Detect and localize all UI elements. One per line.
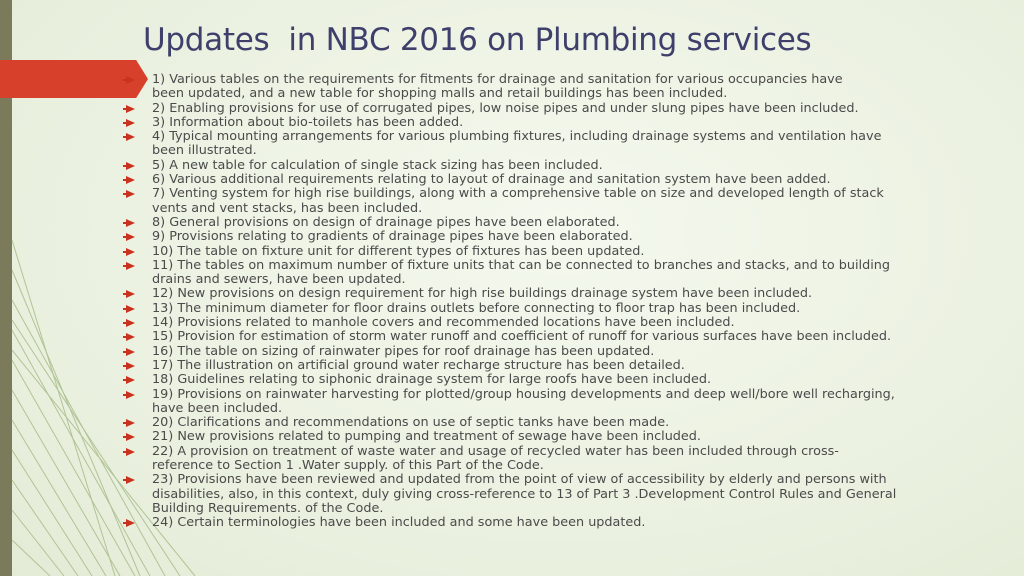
list-item-text: 5) A new table for calculation of single stack sizing has been included. — [152, 157, 603, 173]
arrow-bullet-icon — [126, 519, 135, 527]
list-item-text: 15) Provision for estimation of storm water runoff and coefficient of runoff for various surfaces have been included. — [152, 329, 892, 345]
arrow-bullet-icon — [126, 248, 135, 256]
update-list — [124, 73, 1004, 531]
list-item-text: Building Requirements. of the Code. — [152, 500, 384, 516]
page-title: Updates in NBC 2016 on Plumbing services — [143, 22, 812, 58]
list-item — [124, 445, 1004, 474]
list-item-text: 2) Enabling provisions for use of corrugated pipes, low noise pipes and under slung pipes have been included. — [152, 100, 859, 116]
list-item — [124, 430, 1004, 444]
list-item-text: 14) Provisions related to manhole covers and recommended locations have been included. — [152, 315, 735, 331]
arrow-bullet-icon — [126, 190, 135, 198]
list-item — [124, 373, 1004, 387]
list-item — [124, 516, 1004, 530]
arrow-bullet-icon — [126, 362, 135, 370]
list-item-text: 24) Certain terminologies have been included and some have been updated. — [152, 515, 646, 531]
list-item-text: 17) The illustration on artificial ground water recharge structure has been detailed. — [152, 357, 685, 373]
list-item — [124, 316, 1004, 330]
arrow-bullet-icon — [126, 419, 135, 427]
arrow-bullet-icon — [126, 319, 135, 327]
list-item — [124, 73, 1004, 102]
list-item-text: 22) A provision on treatment of waste water and usage of recycled water has been included through cross- — [152, 443, 839, 459]
arrow-bullet-icon — [126, 433, 135, 441]
list-item-text: 1) Various tables on the requirements for fitments for drainage and sanitation for various occupancies have — [152, 72, 843, 87]
list-item-text: 16) The table on sizing of rainwater pipes for roof drainage has been updated. — [152, 343, 655, 359]
list-item-text: 20) Clarifications and recommendations on use of septic tanks have been made. — [152, 415, 670, 431]
list-item-text: 12) New provisions on design requirement for high rise buildings drainage system have been included. — [152, 286, 813, 302]
list-item-text: 7) Venting system for high rise buildings, along with a comprehensive table on size and developed length of stack — [152, 186, 884, 202]
arrow-bullet-icon — [126, 162, 135, 170]
list-item — [124, 245, 1004, 259]
list-item-text: 8) General provisions on design of drainage pipes have been elaborated. — [152, 214, 620, 230]
list-item-text: drains and sewers, have been updated. — [152, 272, 406, 288]
list-item-text: been illustrated. — [152, 143, 257, 159]
list-item-text: 23) Provisions have been reviewed and updated from the point of view of accessibility by elderly and persons with — [152, 472, 887, 488]
list-item — [124, 259, 1004, 288]
arrow-bullet-icon — [126, 391, 135, 399]
list-item — [124, 345, 1004, 359]
arrow-bullet-icon — [126, 105, 135, 113]
list-item — [124, 302, 1004, 316]
list-item-text: reference to Section 1 .Water supply. of this Part of the Code. — [152, 458, 544, 474]
list-item-text: been updated, and a new table for shopping malls and retail buildings has been included. — [152, 86, 728, 102]
list-item-text: 21) New provisions related to pumping and treatment of sewage have been included. — [152, 429, 701, 445]
list-item — [124, 388, 1004, 417]
list-item — [124, 130, 1004, 159]
arrow-bullet-icon — [126, 376, 135, 384]
arrow-bullet-icon — [126, 476, 135, 484]
arrow-bullet-icon — [126, 119, 135, 127]
arrow-bullet-icon — [126, 448, 135, 456]
list-item-text: have been included. — [152, 400, 283, 416]
arrow-bullet-icon — [126, 176, 135, 184]
list-item-text: 6) Various additional requirements relating to layout of drainage and sanitation system have been added. — [152, 172, 831, 188]
list-item-text: 13) The minimum diameter for floor drains outlets before connecting to floor trap has been included. — [152, 300, 801, 316]
list-item — [124, 173, 1004, 187]
list-item — [124, 102, 1004, 116]
arrow-bullet-icon — [126, 348, 135, 356]
list-item-text: 10) The table on fixture unit for different types of fixtures has been updated. — [152, 243, 645, 259]
list-item-text: 19) Provisions on rainwater harvesting for plotted/group housing developments and deep well/bore well recharging, — [152, 386, 895, 402]
arrow-bullet-icon — [126, 76, 135, 84]
list-item-text: vents and vent stacks, has been included. — [152, 200, 423, 216]
list-item-text: 18) Guidelines relating to siphonic drainage system for large roofs have been included. — [152, 372, 712, 388]
list-item — [124, 287, 1004, 301]
arrow-bullet-icon — [126, 133, 135, 141]
arrow-bullet-icon — [126, 219, 135, 227]
list-item-text: 4) Typical mounting arrangements for various plumbing fixtures, including drainage systems and ventilation have — [152, 129, 882, 145]
list-item — [124, 330, 1004, 344]
list-item — [124, 416, 1004, 430]
arrow-bullet-icon — [126, 262, 135, 270]
list-item-text: disabilities, also, in this context, duly giving cross-reference to 13 of Part 3 .Development Control Rules and General — [152, 486, 897, 502]
arrow-bullet-icon — [126, 333, 135, 341]
list-item-text: 11) The tables on maximum number of fixture units that can be connected to branches and stacks, and to building — [152, 257, 891, 273]
list-item — [124, 116, 1004, 130]
list-item-text: 3) Information about bio-toilets has been added. — [152, 114, 464, 130]
list-item — [124, 230, 1004, 244]
list-item — [124, 359, 1004, 373]
list-item — [124, 473, 1004, 516]
list-item — [124, 187, 1004, 216]
list-item-text: 9) Provisions relating to gradients of drainage pipes have been elaborated. — [152, 229, 633, 245]
list-item — [124, 216, 1004, 230]
arrow-bullet-icon — [126, 290, 135, 298]
arrow-bullet-icon — [126, 233, 135, 241]
list-item — [124, 159, 1004, 173]
arrow-bullet-icon — [126, 305, 135, 313]
